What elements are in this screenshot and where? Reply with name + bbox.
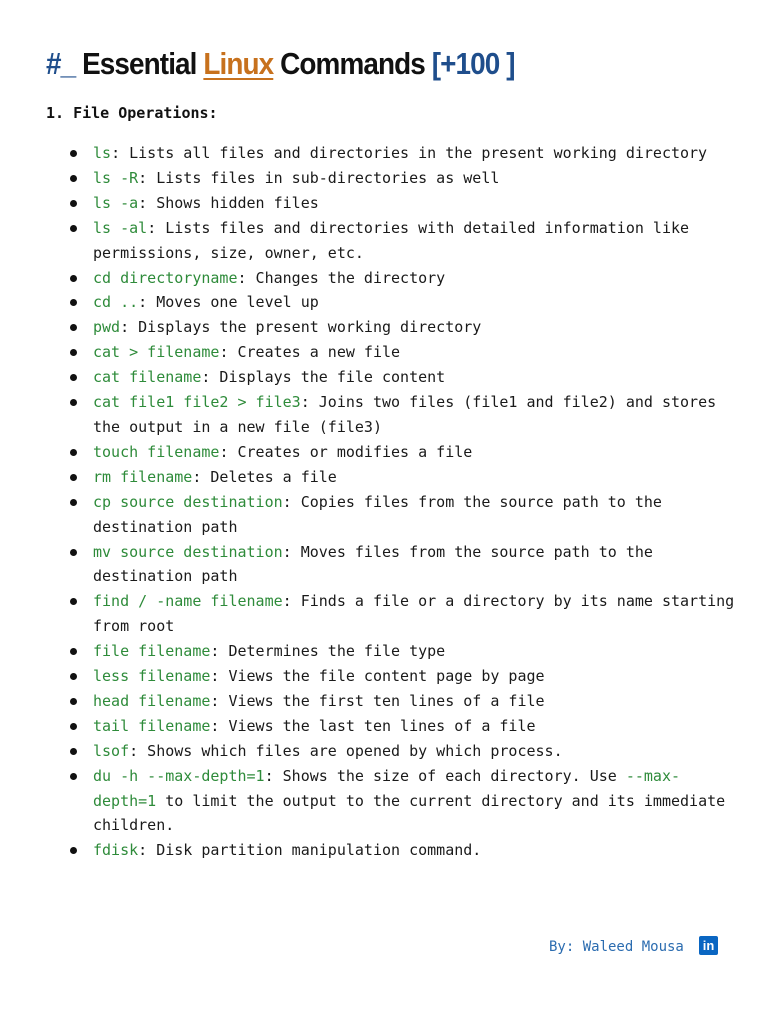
bullet-icon (70, 648, 77, 655)
bullet-icon (70, 225, 77, 232)
list-item (46, 639, 736, 664)
command-description: : Views the file content page by page (210, 667, 545, 686)
bullet-icon (70, 399, 77, 406)
title-word-linux: Linux (203, 46, 274, 81)
command-code: pwd (93, 318, 121, 337)
bullet-icon (70, 150, 77, 157)
list-item (46, 191, 736, 216)
list-item (46, 141, 736, 166)
list-item (46, 764, 736, 839)
command-code: rm filename (93, 467, 193, 486)
command-code: tail filename (93, 716, 211, 735)
command-description: : Lists all files and directories in the present working directory (111, 144, 708, 162)
command-code: ls -R (93, 168, 139, 187)
command-description: to limit the output to the current directory and its immediate children. (93, 791, 726, 835)
bullet-icon (70, 324, 77, 331)
command-code: find / -name filename (93, 592, 283, 611)
bullet-icon (70, 549, 77, 556)
command-description: : Lists files and directories with detailed information like permissions, size, owner, etc. (93, 218, 690, 262)
command-code: cat filename (93, 368, 202, 387)
bullet-icon (70, 200, 77, 207)
list-item (46, 664, 736, 689)
command-code: fdisk (93, 841, 139, 860)
command-code: lsof (93, 741, 130, 760)
command-description: : Displays the present working directory (120, 318, 482, 337)
bullet-icon (70, 598, 77, 605)
command-code: ls -al (93, 218, 148, 237)
title-word-essential: Essential (82, 46, 197, 81)
command-code: head filename (93, 691, 211, 710)
command-code: cat > filename (93, 343, 220, 362)
command-description: : Shows hidden files (138, 193, 319, 212)
bullet-icon (70, 449, 77, 456)
command-description: : Views the last ten lines of a file (210, 716, 536, 735)
command-code: --max-depth=1 (93, 766, 681, 810)
command-description: : Shows the size of each directory. Use (264, 766, 626, 785)
linkedin-icon[interactable]: in (699, 936, 718, 955)
command-description: : Displays the file content (201, 368, 446, 387)
bullet-icon (70, 299, 77, 306)
command-code: touch filename (93, 442, 220, 461)
command-description: : Moves one level up (138, 293, 319, 312)
list-item (46, 714, 736, 739)
bullet-icon (70, 349, 77, 356)
command-description: : Joins two files (file1 and file2) and stores the output in a new file (file3) (93, 393, 717, 436)
list-item (46, 315, 736, 340)
bullet-icon (70, 748, 77, 755)
list-item (46, 689, 736, 714)
bullet-icon (70, 275, 77, 282)
command-code: mv source destination (93, 542, 283, 561)
title-hash: #_ (46, 46, 76, 81)
list-item (46, 166, 736, 191)
command-description: : Views the first ten lines of a file (210, 691, 545, 710)
bullet-icon (70, 374, 77, 381)
title-count: [+100 ] (431, 46, 515, 81)
command-code: less filename (93, 667, 211, 686)
command-list (46, 141, 736, 863)
command-description: : Finds a file or a directory by its name starting from root (93, 592, 735, 636)
command-description: : Lists files in sub-directories as well (138, 168, 500, 187)
title-word-commands: Commands (280, 46, 425, 81)
bullet-icon (70, 773, 77, 780)
bullet-icon (70, 847, 77, 854)
list-item (46, 739, 736, 764)
list-item (46, 440, 736, 465)
command-description: : Copies files from the source path to the destination path (93, 492, 662, 536)
command-code: file filename (93, 642, 211, 661)
command-description: : Creates or modifies a file (219, 442, 473, 461)
command-description: : Determines the file type (210, 642, 446, 661)
command-description: : Deletes a file (192, 467, 337, 486)
list-item (46, 838, 736, 863)
list-item (46, 589, 736, 639)
list-item (46, 540, 736, 590)
list-item (46, 365, 736, 390)
list-item (46, 390, 736, 440)
command-code: cd .. (93, 293, 139, 312)
bullet-icon (70, 474, 77, 481)
list-item (46, 216, 736, 266)
command-description: : Moves files from the source path to the destination path (93, 542, 653, 586)
section-heading: 1. File Operations: (46, 104, 218, 122)
bullet-icon (70, 723, 77, 730)
bullet-icon (70, 673, 77, 680)
command-description: : Disk partition manipulation command. (138, 841, 482, 860)
command-code: cp source destination (93, 492, 283, 511)
command-code: cat file1 file2 > file3 (93, 393, 301, 412)
command-code: ls -a (93, 193, 139, 212)
command-description: : Changes the directory (237, 268, 446, 287)
bullet-icon (70, 698, 77, 705)
author-credit: By: Waleed Mousa (549, 939, 684, 955)
list-item (46, 465, 736, 490)
command-code: cd directoryname (93, 268, 238, 287)
bullet-icon (70, 175, 77, 182)
list-item (46, 340, 736, 365)
list-item (46, 290, 736, 315)
command-code: du -h --max-depth=1 (93, 766, 265, 785)
list-item (46, 266, 736, 291)
command-description: : Shows which files are opened by which process. (129, 741, 563, 760)
list-item (46, 490, 736, 540)
bullet-icon (70, 499, 77, 506)
command-description: : Creates a new file (219, 343, 401, 362)
command-code: ls (93, 144, 112, 162)
page-title (46, 46, 515, 82)
